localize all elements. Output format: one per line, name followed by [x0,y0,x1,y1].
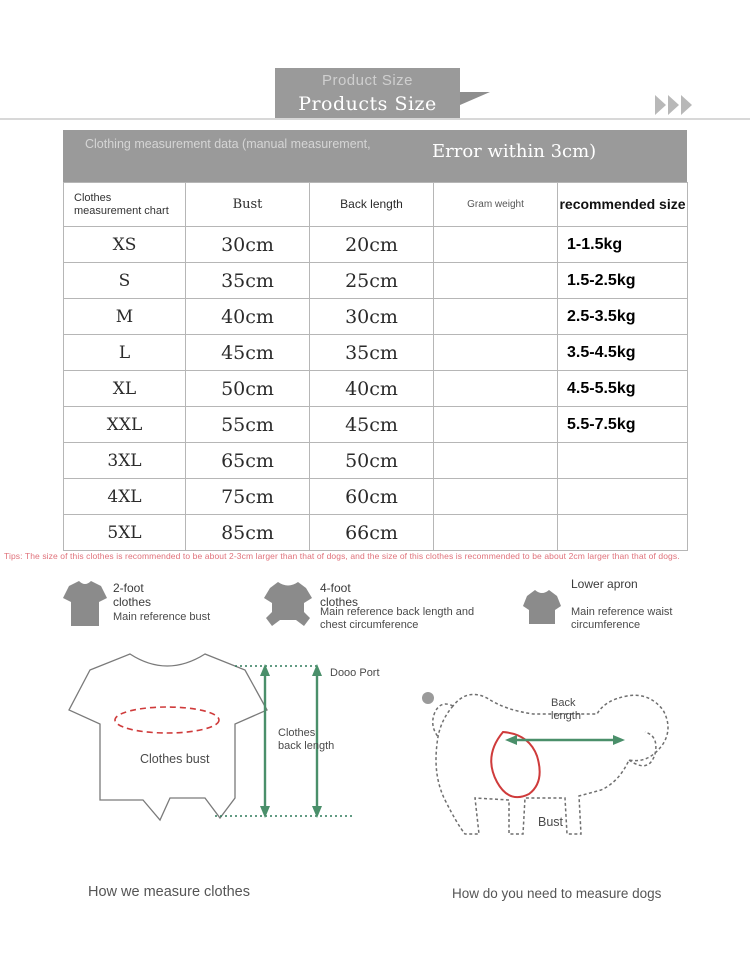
label-dog-bust: Bust [538,815,564,829]
cell-back-length: 60cm [310,479,434,515]
label-clothes-bust: Clothes bust [140,752,210,766]
chevron-right-icon [668,95,679,115]
dog-measure-diagram [405,648,705,878]
cell-gram-weight [434,515,558,551]
cell-gram-weight [434,335,558,371]
cell-size: XL [64,371,186,407]
cell-bust: 65cm [186,443,310,479]
cell-gram-weight [434,479,558,515]
chevron-right-icon [655,95,666,115]
cell-back-length: 35cm [310,335,434,371]
caption-right-diagram: How do you need to measure dogs [452,886,662,901]
cell-bust: 30cm [186,227,310,263]
category-four-foot [258,578,488,633]
tip-text: Tips: The size of this clothes is recommended to be about 2-3cm larger than that of dogs, and the size of this clothes is recommended to be about 2cm larger than that of dogs. [4,551,680,561]
cell-size: S [64,263,186,299]
table-row [64,479,688,515]
cell-back-length: 40cm [310,371,434,407]
cell-recommended-size: 3.5-4.5kg [558,335,688,371]
category-desc: Main reference back length and chest circumference [320,606,475,631]
cell-size: 4XL [64,479,186,515]
cell-size: M [64,299,186,335]
cell-back-length: 30cm [310,299,434,335]
cell-recommended-size [558,479,688,515]
cell-bust: 35cm [186,263,310,299]
cell-recommended-size: 2.5-3.5kg [558,299,688,335]
two-foot-clothes-icon [55,578,115,633]
cell-bust: 75cm [186,479,310,515]
category-title: 4-foot clothes [320,581,359,609]
category-title: 2-foot clothes [113,581,152,609]
header-cell-chart [64,183,186,227]
category-desc: Main reference bust [113,611,211,623]
cell-back-length: 25cm [310,263,434,299]
cell-back-length: 66cm [310,515,434,551]
cell-bust: 55cm [186,407,310,443]
measurement-note-right: Error within 3cm) [432,141,597,162]
table-row [64,263,688,299]
cell-recommended-size [558,443,688,479]
cell-gram-weight [434,371,558,407]
table-row [64,227,688,263]
page-title-block [275,68,460,118]
table-row [64,443,688,479]
table-row [64,371,688,407]
chevron-right-icon [681,95,692,115]
cell-gram-weight [434,263,558,299]
four-foot-clothes-icon [258,578,318,633]
cell-gram-weight [434,227,558,263]
header-cell-gram-weight [434,183,558,227]
category-title: Lower apron [571,577,638,591]
cell-recommended-size: 5.5-7.5kg [558,407,688,443]
cell-size: 5XL [64,515,186,551]
cell-back-length: 45cm [310,407,434,443]
clothes-measure-diagram [55,648,385,878]
measurement-note-left: Clothing measurement data (manual measurement, [85,137,371,151]
table-row [64,407,688,443]
cell-recommended-size: 1-1.5kg [558,227,688,263]
table-row [64,335,688,371]
page-title: Products Size [298,93,437,115]
header-label-recommended-size: recommended size [559,196,686,212]
label-dog-back-length: Back length [551,697,581,722]
cell-bust: 50cm [186,371,310,407]
table-header-row [64,183,688,227]
cell-size: L [64,335,186,371]
header-label-gram-weight: Gram weight [467,198,524,210]
cell-size: XXL [64,407,186,443]
label-dooo-port: Dooo Port [330,667,380,679]
cell-gram-weight [434,443,558,479]
cell-gram-weight [434,299,558,335]
cell-bust: 40cm [186,299,310,335]
caption-left-diagram: How we measure clothes [88,884,250,900]
header-cell-recommended-size [558,183,688,227]
table-row [64,299,688,335]
title-shadow-decor [460,92,490,105]
cell-recommended-size [558,515,688,551]
category-two-foot [55,578,285,633]
table-row [64,515,688,551]
cell-size: 3XL [64,443,186,479]
cell-recommended-size: 4.5-5.5kg [558,371,688,407]
cell-back-length: 50cm [310,443,434,479]
header-label-back-length: Back length [340,197,403,211]
cell-recommended-size: 1.5-2.5kg [558,263,688,299]
cell-size: XS [64,227,186,263]
cell-bust: 45cm [186,335,310,371]
label-clothes-back-length: Clothes back length [278,727,335,752]
lower-apron-icon [513,578,571,633]
cell-bust: 85cm [186,515,310,551]
header-cell-back-length [310,183,434,227]
header-divider [0,118,750,120]
size-table [63,182,688,551]
cell-back-length: 20cm [310,227,434,263]
page-title-en: Product Size [321,72,414,89]
header-label-chart: Clothes measurement chart [74,191,169,217]
cell-gram-weight [434,407,558,443]
category-lower-apron [513,578,743,633]
header-cell-bust: Bust [186,183,310,227]
category-desc: Main reference waist circumference [571,606,673,631]
